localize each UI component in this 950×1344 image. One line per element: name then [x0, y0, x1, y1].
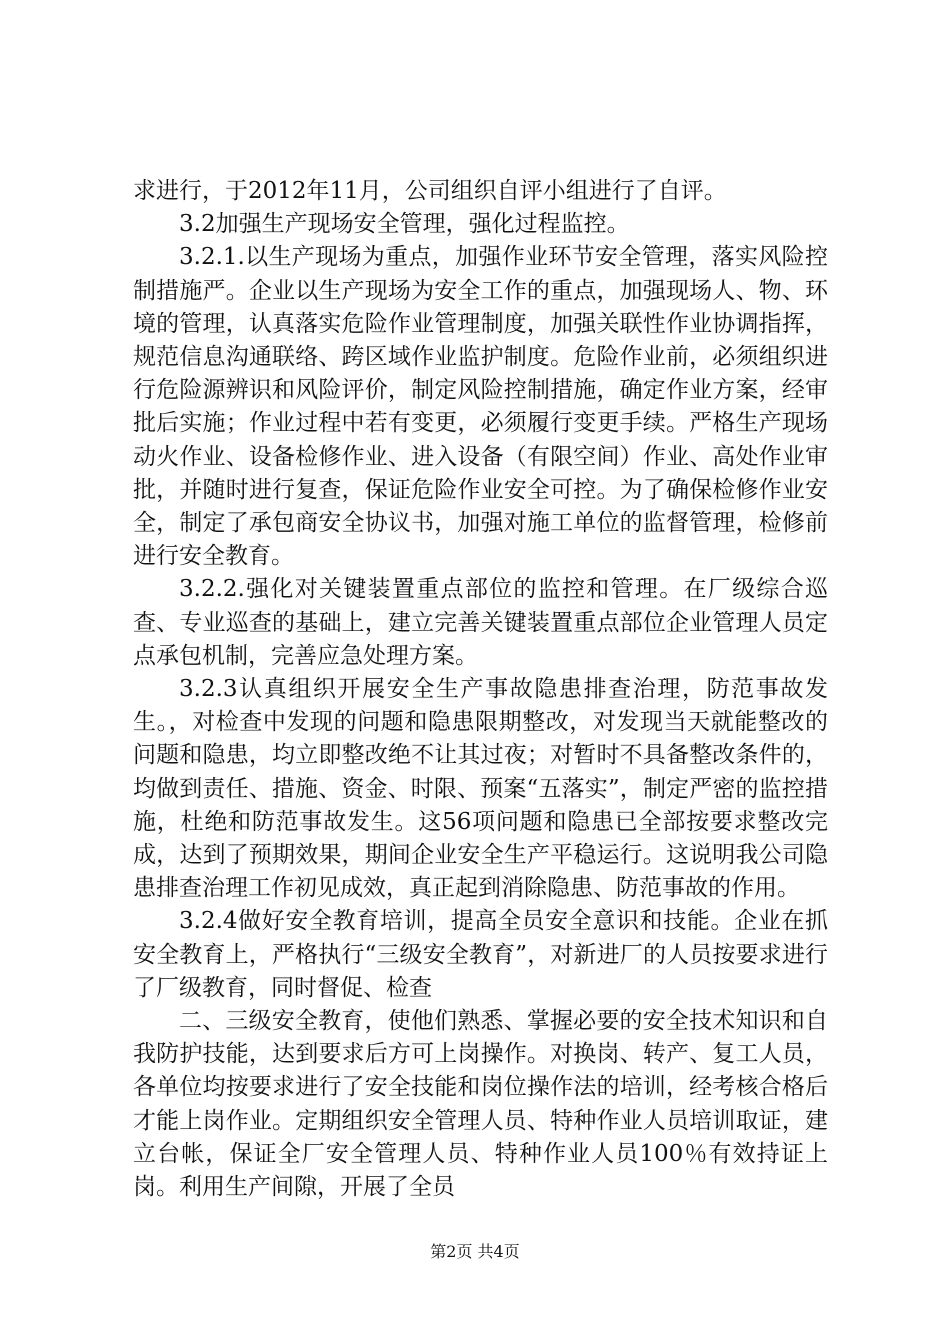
document-body — [133, 175, 828, 1204]
paragraph-3-2-1: 3.2.1.以生产现场为重点，加强作业环节安全管理，落实风险控制措施严。企业以生产现场为安全工作的重点，加强现场人、物、环境的管理，认真落实危险作业管理制度，加强关联性作业协调指挥，规范信息沟通联络、跨区域作业监护制度。危险作业前，必须组织进行危险源辨识和风险评价，制定风险控制措施，确定作业方案，经审批后实施；作业过程中若有变更，必须履行变更手续。严格生产现场动火作业、设备检修作业、进入设备（有限空间）作业、高处作业审批，并随时进行复查，保证危险作业安全可控。为了确保检修作业安全，制定了承包商安全协议书，加强对施工单位的监督管理，检修前进行安全教育。 — [133, 244, 828, 570]
section-heading-3-2: 3.2加强生产现场安全管理，强化过程监控。 — [179, 211, 630, 238]
paragraph-safety-education: 二、三级安全教育，使他们熟悉、掌握必要的安全技术知识和自我防护技能，达到要求后方可上岗操作。对换岗、转产、复工人员，各单位均按要求进行了安全技能和岗位操作法的培训，经考核合格后才能上岗作业。定期组织安全管理人员、特种作业人员培训取证，建立台帐，保证全厂安全管理人员、特种作业人员100％有效持证上岗。利用生产间隙，开展了全员 — [133, 1008, 828, 1201]
paragraph-3-2-2: 3.2.2.强化对关键装置重点部位的监控和管理。在厂级综合巡查、专业巡查的基础上，建立完善关键装置重点部位企业管理人员定点承包机制，完善应急处理方案。 — [133, 576, 828, 669]
paragraph-continuation: 求进行，于2012年11月，公司组织自评小组进行了自评。 — [133, 178, 727, 204]
paragraph-3-2-3: 3.2.3认真组织开展安全生产事故隐患排查治理，防范事故发生。，对检查中发现的问题和隐患限期整改，对发现当天就能整改的问题和隐患，均立即整改绝不让其过夜；对暂时不具备整改条件的，均做到责任、措施、资金、时限、预案“五落实”，制定严密的监控措施，杜绝和防范事故发生。这56项问题和隐患已全部按要求整改完成，达到了预期效果，期间企业安全生产平稳运行。这说明我公司隐患排查治理工作初见成效，真正起到消除隐患、防范事故的作用。 — [133, 676, 828, 902]
paragraph-3-2-4: 3.2.4做好安全教育培训，提高全员安全意识和技能。企业在抓安全教育上，严格执行“三级安全教育”，对新进厂的人员按要求进行了厂级教育，同时督促、检查 — [133, 908, 828, 1001]
page-number-footer: 第2页 共4页 — [430, 1242, 520, 1261]
